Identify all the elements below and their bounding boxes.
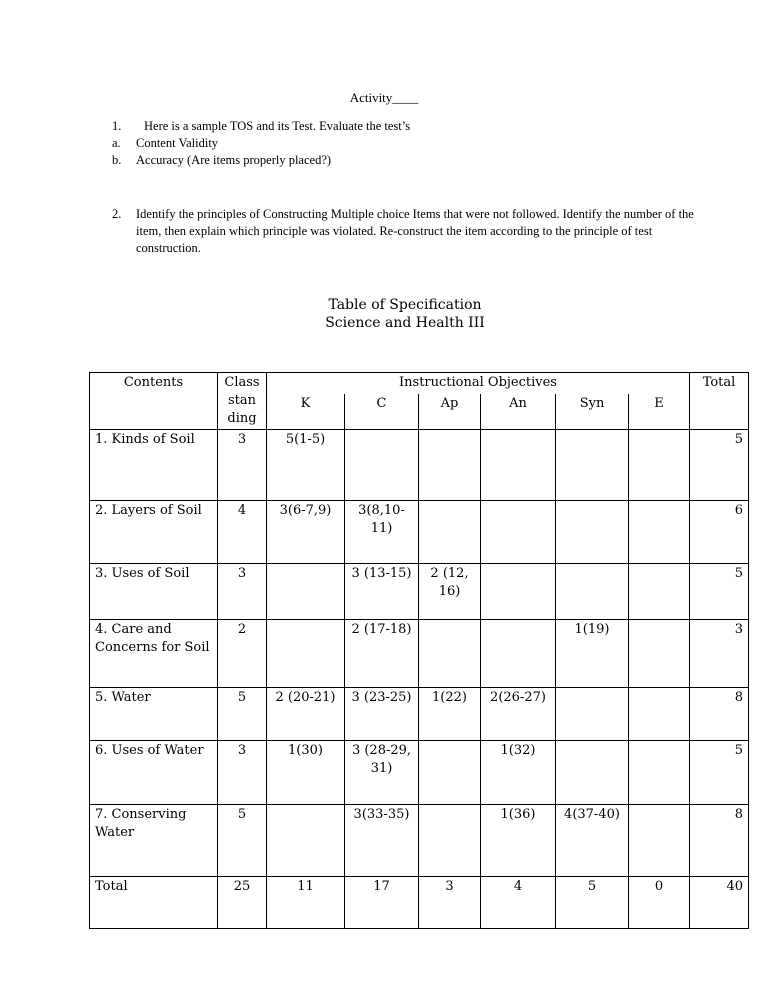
objective-cell-ap bbox=[419, 430, 481, 501]
content-cell: 3. Uses of Soil bbox=[90, 564, 218, 620]
objective-cell-an: 4 bbox=[481, 877, 556, 929]
class-standing-cell: 3 bbox=[218, 741, 267, 805]
objective-cell-an: 1(32) bbox=[481, 741, 556, 805]
question-1-text: Here is a sample TOS and its Test. Evaluate the test’s bbox=[144, 119, 411, 133]
header-level-k: K bbox=[267, 394, 345, 430]
total-cell: 5 bbox=[690, 564, 749, 620]
objective-cell-c: 17 bbox=[345, 877, 419, 929]
content-cell: 7. Conserving Water bbox=[90, 805, 218, 877]
objective-cell-c: 3(8,10-11) bbox=[345, 501, 419, 564]
table-row bbox=[90, 620, 749, 688]
subitem-b-label: b. bbox=[112, 153, 122, 167]
tos-table bbox=[89, 372, 749, 929]
content-cell: 5. Water bbox=[90, 688, 218, 741]
objective-cell-syn: 5 bbox=[556, 877, 629, 929]
tos-title-block bbox=[0, 296, 768, 332]
header-level-c: C bbox=[345, 394, 419, 430]
objective-cell-c: 3 (13-15) bbox=[345, 564, 419, 620]
objective-cell-an bbox=[481, 564, 556, 620]
header-level-ap: Ap bbox=[419, 394, 481, 430]
class-standing-cell: 4 bbox=[218, 501, 267, 564]
total-cell: 3 bbox=[690, 620, 749, 688]
objective-cell-syn bbox=[556, 501, 629, 564]
objective-cell-an: 1(36) bbox=[481, 805, 556, 877]
header-level-syn: Syn bbox=[556, 394, 629, 430]
objective-cell-e bbox=[629, 501, 690, 564]
objective-cell-e: 0 bbox=[629, 877, 690, 929]
class-standing-cell: 3 bbox=[218, 430, 267, 501]
header-level-e: E bbox=[629, 394, 690, 430]
objective-cell-c bbox=[345, 430, 419, 501]
objective-cell-e bbox=[629, 741, 690, 805]
total-cell: 6 bbox=[690, 501, 749, 564]
objective-cell-syn: 1(19) bbox=[556, 620, 629, 688]
objective-cell-ap: 3 bbox=[419, 877, 481, 929]
total-cell: 5 bbox=[690, 430, 749, 501]
objective-cell-k: 1(30) bbox=[267, 741, 345, 805]
objective-cell-syn bbox=[556, 688, 629, 741]
content-cell: 2. Layers of Soil bbox=[90, 501, 218, 564]
table-row bbox=[90, 877, 749, 929]
question-1 bbox=[112, 118, 410, 169]
objective-cell-ap bbox=[419, 501, 481, 564]
objective-cell-an bbox=[481, 430, 556, 501]
objective-cell-k: 11 bbox=[267, 877, 345, 929]
total-cell: 5 bbox=[690, 741, 749, 805]
header-class-standing: Class stan ding bbox=[218, 373, 267, 430]
objective-cell-an bbox=[481, 501, 556, 564]
table-row bbox=[90, 805, 749, 877]
objective-cell-e bbox=[629, 688, 690, 741]
table-row bbox=[90, 501, 749, 564]
objective-cell-k bbox=[267, 564, 345, 620]
total-cell: 8 bbox=[690, 688, 749, 741]
objective-cell-syn bbox=[556, 741, 629, 805]
tos-subtitle: Science and Health III bbox=[325, 315, 485, 331]
header-level-an: An bbox=[481, 394, 556, 430]
header-contents: Contents bbox=[90, 373, 218, 430]
objective-cell-e bbox=[629, 564, 690, 620]
objective-cell-c: 3 (23-25) bbox=[345, 688, 419, 741]
objective-cell-ap: 1(22) bbox=[419, 688, 481, 741]
objective-cell-ap bbox=[419, 741, 481, 805]
question-1-number: 1. bbox=[112, 119, 122, 133]
objective-cell-e bbox=[629, 620, 690, 688]
content-cell: 6. Uses of Water bbox=[90, 741, 218, 805]
objective-cell-k bbox=[267, 805, 345, 877]
objective-cell-c: 3 (28-29, 31) bbox=[345, 741, 419, 805]
objective-cell-ap bbox=[419, 805, 481, 877]
objective-cell-k: 2 (20-21) bbox=[267, 688, 345, 741]
objective-cell-an: 2(26-27) bbox=[481, 688, 556, 741]
total-cell: 8 bbox=[690, 805, 749, 877]
question-2-number: 2. bbox=[112, 207, 122, 221]
table-row bbox=[90, 564, 749, 620]
class-standing-cell: 5 bbox=[218, 688, 267, 741]
activity-heading: Activity____ bbox=[349, 90, 419, 105]
objective-cell-k: 5(1-5) bbox=[267, 430, 345, 501]
objective-cell-c: 2 (17-18) bbox=[345, 620, 419, 688]
table-row bbox=[90, 430, 749, 501]
header-instructional-objectives: Instructional Objectives bbox=[267, 373, 690, 394]
subitem-b-text: Accuracy (Are items properly placed?) bbox=[136, 153, 332, 167]
table-row bbox=[90, 688, 749, 741]
question-2-text: Identify the principles of Constructing Multiple choice Items that were not followed. Identify the number of the item, then explain which principle was violated. Re-construct the item according to the principle of test construction. bbox=[136, 207, 694, 255]
class-standing-cell: 2 bbox=[218, 620, 267, 688]
subitem-a-text: Content Validity bbox=[136, 136, 219, 150]
total-cell: 40 bbox=[690, 877, 749, 929]
objective-cell-e bbox=[629, 430, 690, 501]
objective-cell-k bbox=[267, 620, 345, 688]
content-cell: Total bbox=[90, 877, 218, 929]
content-cell: 1. Kinds of Soil bbox=[90, 430, 218, 501]
objective-cell-syn bbox=[556, 564, 629, 620]
objective-cell-ap: 2 (12, 16) bbox=[419, 564, 481, 620]
class-standing-cell: 3 bbox=[218, 564, 267, 620]
objective-cell-syn: 4(37-40) bbox=[556, 805, 629, 877]
objective-cell-e bbox=[629, 805, 690, 877]
class-standing-cell: 25 bbox=[218, 877, 267, 929]
header-total: Total bbox=[690, 373, 749, 430]
objective-cell-c: 3(33-35) bbox=[345, 805, 419, 877]
objective-cell-ap bbox=[419, 620, 481, 688]
table-row bbox=[90, 741, 749, 805]
objective-cell-k: 3(6-7,9) bbox=[267, 501, 345, 564]
subitem-a-label: a. bbox=[112, 136, 121, 150]
objective-cell-syn bbox=[556, 430, 629, 501]
question-2 bbox=[112, 206, 702, 257]
objective-cell-an bbox=[481, 620, 556, 688]
content-cell: 4. Care and Concerns for Soil bbox=[90, 620, 218, 688]
tos-title: Table of Specification bbox=[328, 297, 482, 313]
class-standing-cell: 5 bbox=[218, 805, 267, 877]
